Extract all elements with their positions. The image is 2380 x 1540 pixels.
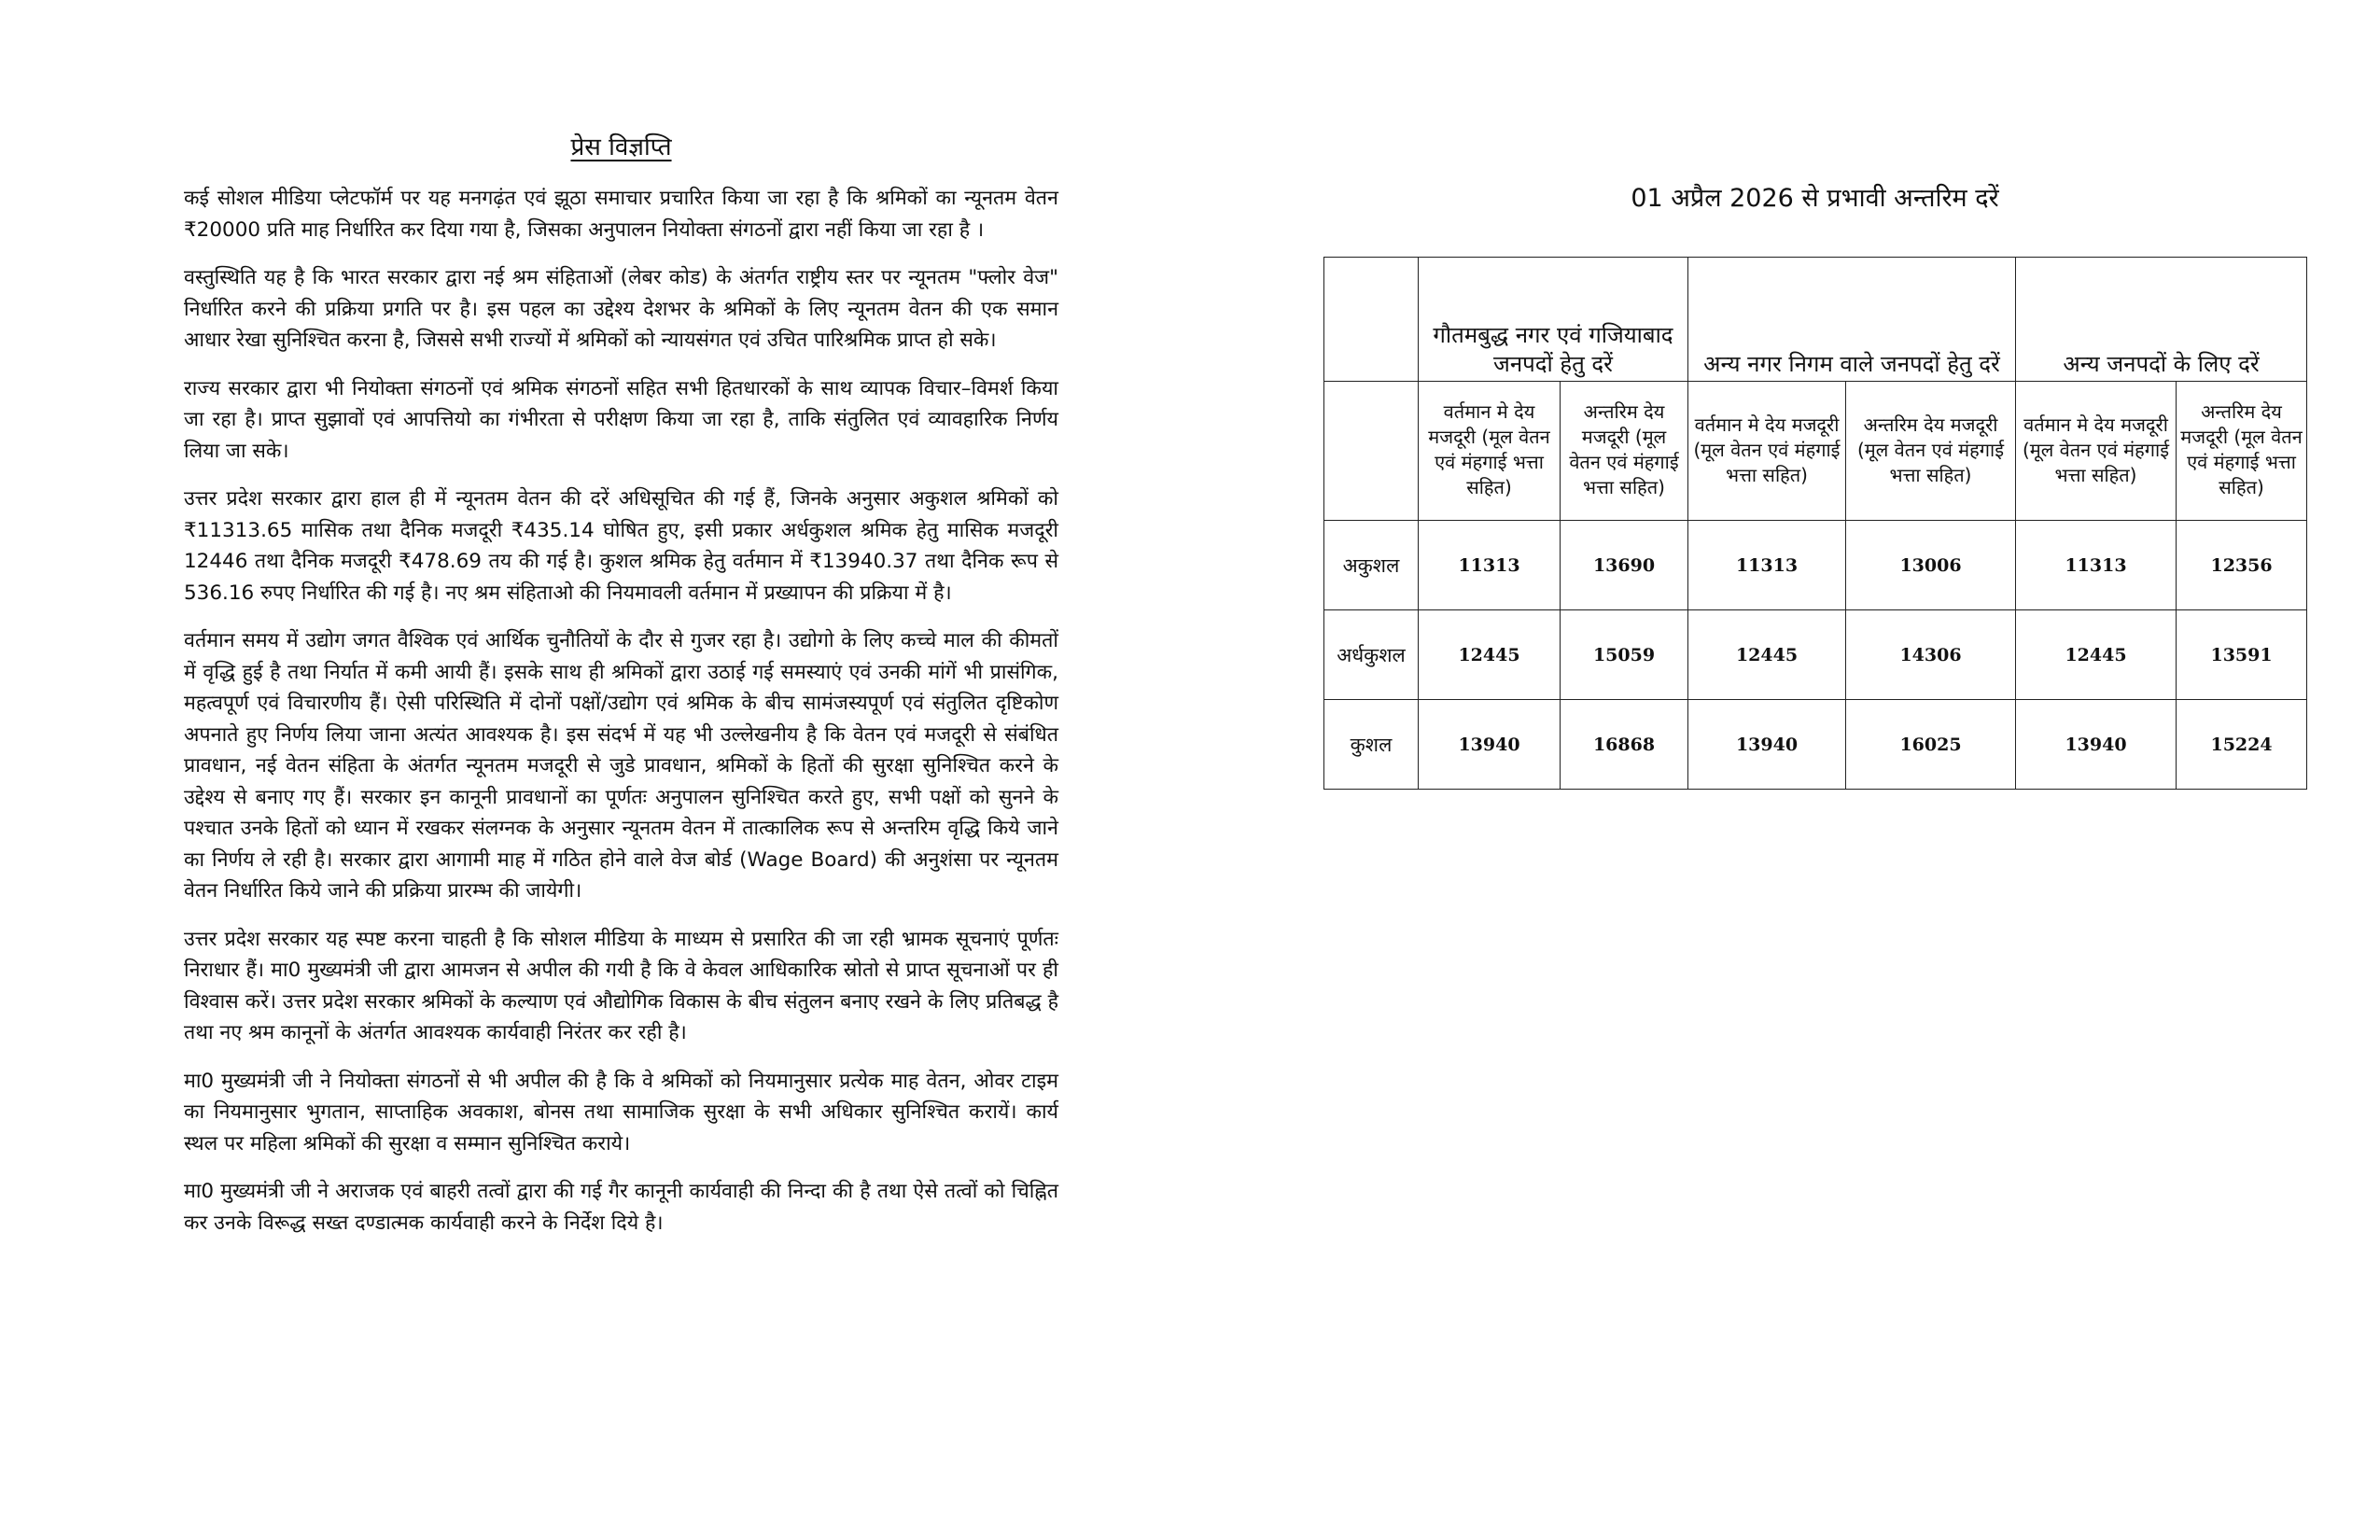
table-row	[1324, 521, 2307, 610]
table-cell: 11313	[2016, 521, 2177, 610]
sub-header-row	[1324, 382, 2307, 521]
table-cell: 11313	[1688, 521, 1846, 610]
group-header-row	[1324, 258, 2307, 382]
table-cell: 13006	[1846, 521, 2016, 610]
group-header: अन्य जनपदों के लिए दरें	[2016, 258, 2307, 382]
table-row	[1324, 610, 2307, 700]
column-header: अन्तरिम देय मजदूरी (मूल वेतन एवं मंहगाई भत्ता सहित)	[1846, 382, 2016, 521]
column-header: अन्तरिम देय मजदूरी (मूल वेतन एवं मंहगाई भत्ता सहित)	[2177, 382, 2307, 521]
group-header: गौतमबुद्ध नगर एवं गजियाबाद जनपदों हेतु दरें	[1419, 258, 1688, 382]
table-cell: 16025	[1846, 700, 2016, 790]
column-header: वर्तमान मे देय मजदूरी (मूल वेतन एवं मंहगाई भत्ता सहित)	[1419, 382, 1561, 521]
table-cell: 13690	[1561, 521, 1688, 610]
row-label: अर्धकुशल	[1324, 610, 1419, 700]
row-label: अकुशल	[1324, 521, 1419, 610]
table-cell: 15224	[2177, 700, 2307, 790]
column-header: वर्तमान मे देय मजदूरी (मूल वेतन एवं मंहगाई भत्ता सहित)	[2016, 382, 2177, 521]
table-cell: 12445	[1419, 610, 1561, 700]
row-label: कुशल	[1324, 700, 1419, 790]
table-cell: 12356	[2177, 521, 2307, 610]
interim-rates-section	[1323, 179, 2306, 790]
paragraph-7: मा0 मुख्यमंत्री जी ने नियोक्ता संगठनों से भी अपील की है कि वे श्रमिकों को नियमानुसार प्रत्येक माह वेतन, ओवर टाइम का नियमानुसार भुगतान, साप्ताहिक अवकाश, बोनस तथा सामाजिक सुरक्षा के सभी अधिकार सुनिश्चित करायें। कार्य स्थल पर महिला श्रमिकों की सुरक्षा व सम्मान सुनिश्चित कराये।	[184, 1069, 1058, 1155]
table-cell: 13940	[1419, 700, 1561, 790]
paragraph-5: वर्तमान समय में उद्योग जगत वैश्विक एवं आर्थिक चुनौतियों के दौर से गुजर रहा है। उद्योगो के लिए कच्चे माल की कीमतों में वृद्धि हुई है तथा निर्यात में कमी आयी हैं। इसके साथ ही श्रमिकों द्वारा उठाई गई समस्याएं एवं उनकी मांगें भी प्रासंगिक, महत्वपूर्ण एवं विचारणीय हैं। ऐसी परिस्थिति में दोनों पक्षों/उद्योग एवं श्रमिक के बीच सामंजस्यपूर्ण एवं संतुलित दृष्टिकोण अपनाते हुए निर्णय लिया जाना अत्यंत आवश्यक है। इस संदर्भ में यह भी उल्लेखनीय है कि वेतन एवं मजदूरी से संबंधित प्रावधान, नई वेतन संहिता के अंतर्गत न्यूनतम मजदूरी से जुडे प्रावधान, श्रमिकों के हितों की सुरक्षा सुनिश्चित करने के उद्देश्य से बनाए गए हैं। सरकार इन कानूनी प्रावधानों का पूर्णतः अनुपालन सुनिश्चित करते हुए, सभी पक्षों को सुनने के पश्चात उनके हितों को ध्यान में रखकर संलग्नक के अनुसार न्यूनतम वेतन में तात्कालिक रूप से अन्तरिम वृद्धि किये जाने का निर्णय ले रही है। सरकार द्वारा आगामी माह में गठित होने वाले वेज बोर्ड (Wage Board) की अनुशंसा पर न्यूनतम वेतन निर्धारित किये जाने की प्रक्रिया प्रारम्भ की जायेगी।	[184, 629, 1058, 903]
corner-cell	[1324, 382, 1419, 521]
corner-cell	[1324, 258, 1419, 382]
paragraph-2: वस्तुस्थिति यह है कि भारत सरकार द्वारा नई श्रम संहिताओं (लेबर कोड) के अंतर्गत राष्ट्रीय स्तर पर न्यूनतम "फ्लोर वेज" निर्धारित करने की प्रक्रिया प्रगति पर है। इस पहल का उद्देश्य देशभर के श्रमिकों के लिए न्यूनतम वेतन की एक समान आधार रेखा सुनिश्चित करना है, जिससे सभी राज्यों में श्रमिकों को न्यायसंगत एवं उचित पारिश्रमिक प्राप्त हो सके।	[184, 266, 1058, 352]
paragraph-6: उत्तर प्रदेश सरकार यह स्पष्ट करना चाहती है कि सोशल मीडिया के माध्यम से प्रसारित की जा रही भ्रामक सूचनाएं पूर्णतः निराधार हैं। मा0 मुख्यमंत्री जी द्वारा आमजन से अपील की गयी है कि वे केवल आधिकारिक स्रोतो से प्राप्त सूचनाओं पर ही विश्वास करें। उत्तर प्रदेश सरकार श्रमिकों के कल्याण एवं औद्योगिक विकास के बीच संतुलन बनाए रखने के लिए प्रतिबद्ध है तथा नए श्रम कानूनों के अंतर्गत आवश्यक कार्यवाही निरंतर कर रही है।	[184, 927, 1058, 1044]
table-cell: 11313	[1419, 521, 1561, 610]
paragraph-3: राज्य सरकार द्वारा भी नियोक्ता संगठनों एवं श्रमिक संगठनों सहित सभी हितधारकों के साथ व्यापक विचार–विमर्श किया जा रहा है। प्राप्त सुझावों एवं आपत्तियो का गंभीरता से परीक्षण किया जा रहा है, ताकि संतुलित एवं व्यावहारिक निर्णय लिया जा सके।	[184, 376, 1058, 463]
table-cell: 14306	[1846, 610, 2016, 700]
paragraph-4: उत्तर प्रदेश सरकार द्वारा हाल ही में न्यूनतम वेतन की दरें अधिसूचित की गई हैं, जिनके अनुसार अकुशल श्रमिकों को ₹11313.65 मासिक तथा दैनिक मजदूरी ₹435.14 घोषित हुए, इसी प्रकार अर्धकुशल श्रमिक हेतु मासिक मजदूरी 12446 तथा दैनिक मजदूरी ₹478.69 तय की गई है। कुशल श्रमिक हेतु वर्तमान में ₹13940.37 तथा दैनिक रूप से 536.16 रुपए निर्धारित की गई है। नए श्रम संहिताओ की नियमावली वर्तमान में प्रख्यापन की प्रक्रिया में है।	[184, 487, 1058, 605]
table-cell: 13940	[1688, 700, 1846, 790]
column-header: वर्तमान मे देय मजदूरी (मूल वेतन एवं मंहगाई भत्ता सहित)	[1688, 382, 1846, 521]
table-cell: 13940	[2016, 700, 2177, 790]
table-cell: 13591	[2177, 610, 2307, 700]
paragraph-8: मा0 मुख्यमंत्री जी ने अराजक एवं बाहरी तत्वों द्वारा की गई गैर कानूनी कार्यवाही की निन्दा की है तथा ऐसे तत्वों को चिह्नित कर उनके विरूद्ध सख्त दण्डात्मक कार्यवाही करने के निर्देश दिये है।	[184, 1180, 1058, 1235]
rates-table-title: 01 अप्रैल 2026 से प्रभावी अन्तरिम दरें	[1631, 184, 1999, 213]
column-header: अन्तरिम देय मजदूरी (मूल वेतन एवं मंहगाई भत्ता सहित)	[1561, 382, 1688, 521]
table-cell: 12445	[1688, 610, 1846, 700]
table-cell: 15059	[1561, 610, 1688, 700]
press-release-title: प्रेस विज्ञप्ति	[570, 133, 672, 161]
table-cell: 12445	[2016, 610, 2177, 700]
group-header: अन्य नगर निगम वाले जनपदों हेतु दरें	[1688, 258, 2016, 382]
press-release	[184, 129, 1058, 1255]
paragraph-1: कई सोशल मीडिया प्लेटफॉर्म पर यह मनगढ़ंत एवं झूठा समाचार प्रचारित किया जा रहा है कि श्रमिकों का न्यूनतम वेतन ₹20000 प्रति माह निर्धारित कर दिया गया है, जिसका अनुपालन नियोक्ता संगठनों द्वारा नहीं किया जा रहा है ।	[184, 187, 1058, 242]
table-row	[1324, 700, 2307, 790]
table-cell: 16868	[1561, 700, 1688, 790]
interim-rates-table	[1323, 257, 2307, 790]
